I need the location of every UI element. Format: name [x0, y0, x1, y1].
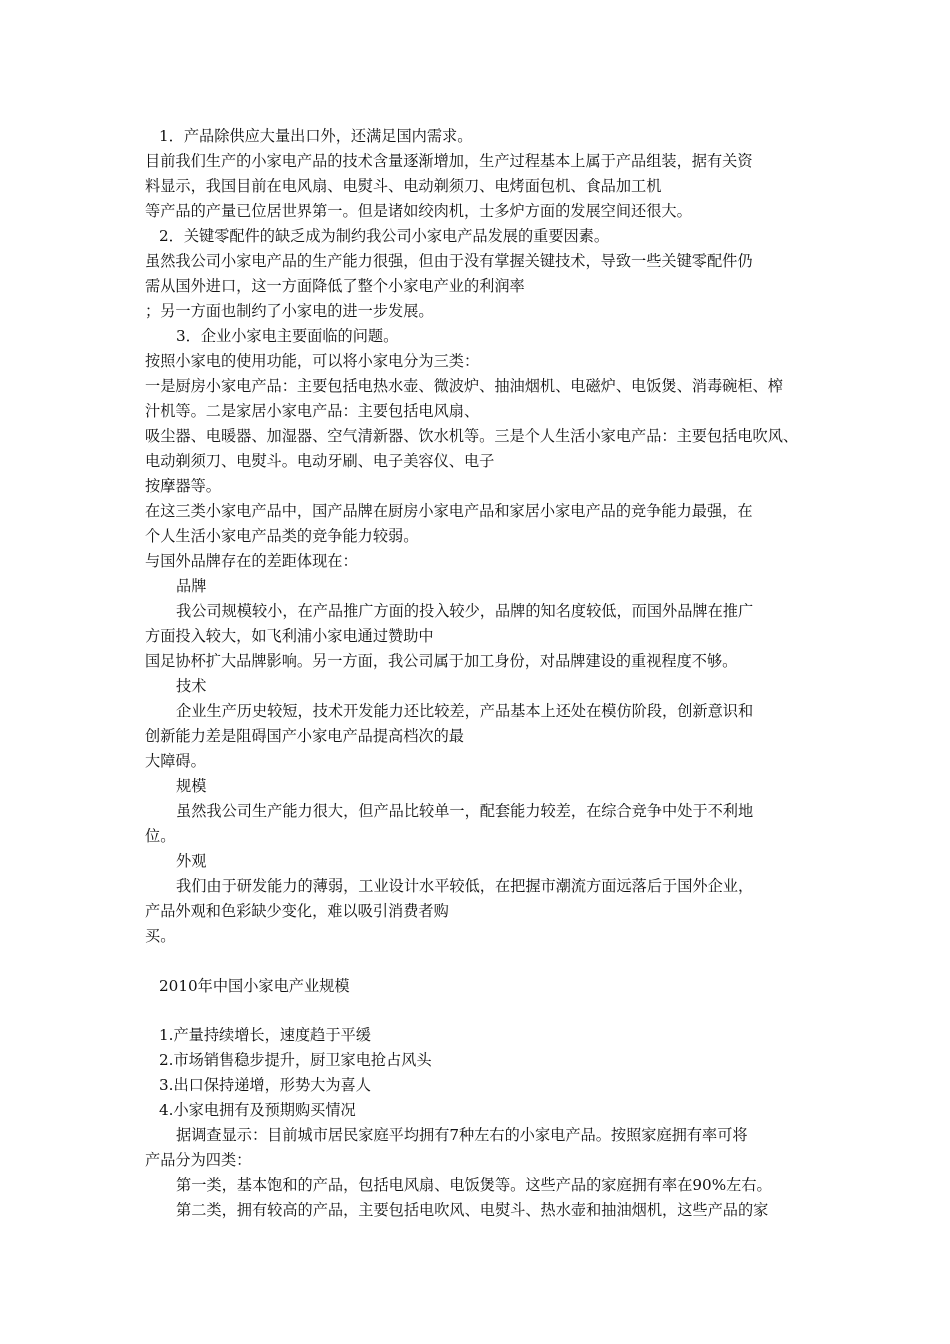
text-line: 按照小家电的使用功能，可以将小家电分为三类：	[145, 352, 480, 370]
text-line: 料显示，我国目前在电风扇、电熨斗、电动剃须刀、电烤面包机、食品加工机	[145, 177, 662, 195]
section-title: 2010年中国小家电产业规模	[159, 977, 350, 995]
text-line: 虽然我公司小家电产品的生产能力很强，但由于没有掌握关键技术，导致一些关键零配件仍	[145, 252, 753, 270]
text-line: 据调查显示：目前城市居民家庭平均拥有7种左右的小家电产品。按照家庭拥有率可将	[176, 1126, 748, 1144]
text-line: 吸尘器、电暖器、加湿器、空气清新器、饮水机等。三是个人生活小家电产品：主要包括电吹风、	[145, 427, 799, 445]
text-line: 我公司规模较小，在产品推广方面的投入较少，品牌的知名度较低，而国外品牌在推广	[176, 602, 754, 620]
text-line: 位。	[145, 827, 176, 845]
section-heading: 外观	[176, 852, 207, 870]
section-heading: 规模	[176, 777, 207, 795]
text-line: ；另一方面也制约了小家电的进一步发展。	[145, 302, 434, 320]
text-line: 个人生活小家电产品类的竞争能力较弱。	[145, 527, 419, 545]
text-line: 第二类，拥有较高的产品，主要包括电吹风、电熨斗、热水壶和抽油烟机，这些产品的家	[176, 1201, 769, 1219]
text-line: 买。	[145, 927, 176, 945]
text-line: 等产品的产量已位居世界第一。但是诸如绞肉机，士多炉方面的发展空间还很大。	[145, 202, 692, 220]
text-line: 大障碍。	[145, 752, 206, 770]
text-line: 3．企业小家电主要面临的问题。	[176, 327, 399, 345]
text-line: 需从国外进口，这一方面降低了整个小家电产业的利润率	[145, 277, 525, 295]
list-item: 1.产量持续增长，速度趋于平缓	[159, 1026, 371, 1044]
text-line: 方面投入较大，如飞利浦小家电通过赞助中	[145, 627, 434, 645]
text-line: 电动剃须刀、电熨斗。电动牙刷、电子美容仪、电子	[145, 452, 495, 470]
text-line: 虽然我公司生产能力很大，但产品比较单一，配套能力较差，在综合竞争中处于不利地	[176, 802, 754, 820]
text-line: 1．产品除供应大量出口外，还满足国内需求。	[159, 127, 473, 145]
list-item: 2.市场销售稳步提升，厨卫家电抢占风头	[159, 1051, 432, 1069]
text-line: 产品分为四类：	[145, 1151, 252, 1169]
section-heading: 技术	[176, 677, 207, 695]
text-line: 在这三类小家电产品中，国产品牌在厨房小家电产品和家居小家电产品的竞争能力最强，在	[145, 502, 753, 520]
list-item: 4.小家电拥有及预期购买情况	[159, 1101, 356, 1119]
text-line: 我们由于研发能力的薄弱，工业设计水平较低，在把握市潮流方面远落后于国外企业，	[176, 877, 754, 895]
text-line: 创新能力差是阻碍国产小家电产品提高档次的最	[145, 727, 464, 745]
text-line: 第一类，基本饱和的产品，包括电风扇、电饭煲等。这些产品的家庭拥有率在90%左右。	[176, 1176, 772, 1194]
text-line: 汁机等。二是家居小家电产品：主要包括电风扇、	[145, 402, 480, 420]
text-line: 产品外观和色彩缺少变化，难以吸引消费者购	[145, 902, 449, 920]
text-line: 目前我们生产的小家电产品的技术含量逐渐增加，生产过程基本上属于产品组装，据有关资	[145, 152, 753, 170]
list-item: 3.出口保持递增，形势大为喜人	[159, 1076, 371, 1094]
text-line: 一是厨房小家电产品：主要包括电热水壶、微波炉、抽油烟机、电磁炉、电饭煲、消毒碗柜、榨	[145, 377, 783, 395]
text-line: 企业生产历史较短，技术开发能力还比较差，产品基本上还处在模仿阶段，创新意识和	[176, 702, 754, 720]
section-heading: 品牌	[176, 577, 207, 595]
text-line: 与国外品牌存在的差距体现在：	[145, 552, 358, 570]
text-line: 国足协杯扩大品牌影响。另一方面，我公司属于加工身份，对品牌建设的重视程度不够。	[145, 652, 738, 670]
text-line: 按摩器等。	[145, 477, 221, 495]
text-line: 2．关键零配件的缺乏成为制约我公司小家电产品发展的重要因素。	[159, 227, 610, 245]
